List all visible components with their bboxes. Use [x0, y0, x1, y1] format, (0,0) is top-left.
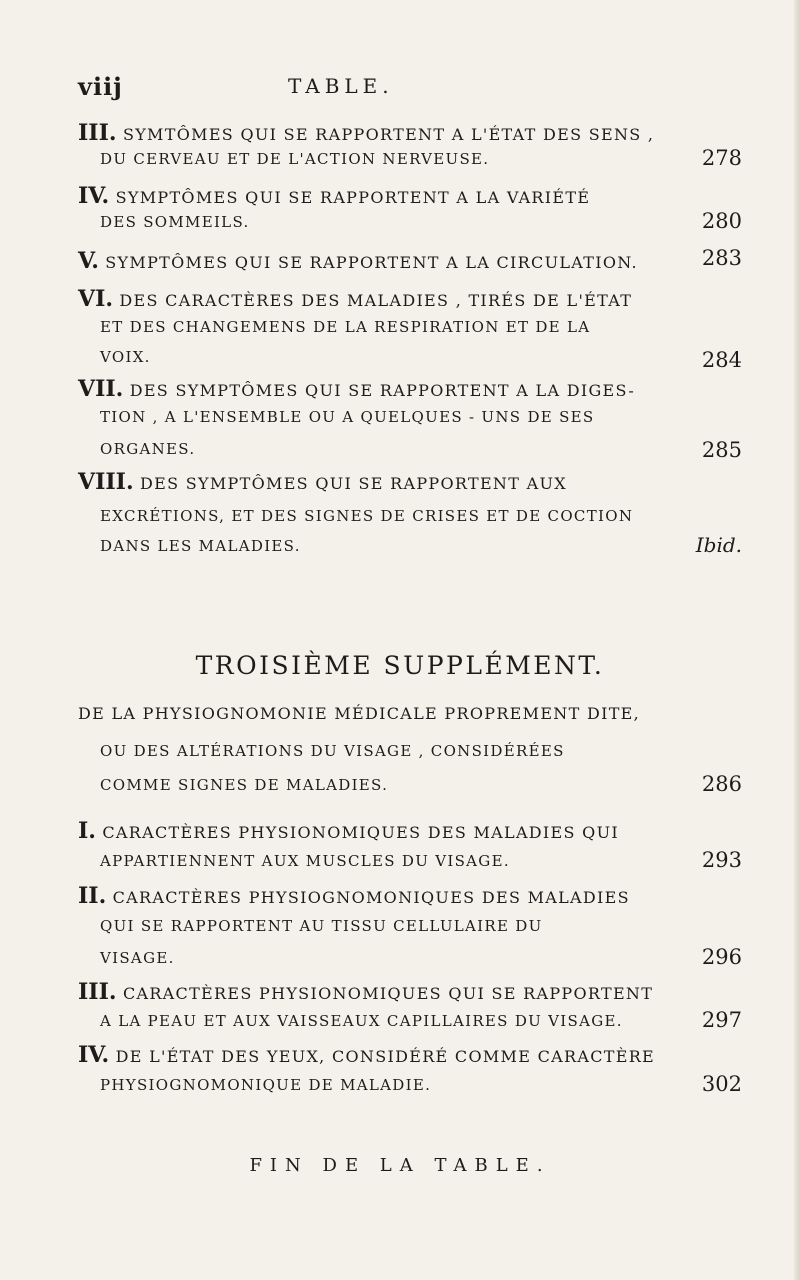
entry-continuation: DANS LES MALADIES. [100, 537, 301, 555]
page-number: 286 [701, 772, 742, 796]
end-of-table: FIN DE LA TABLE. [249, 1155, 551, 1176]
entry-continuation: QUI SE RAPPORTENT AU TISSU CELLULAIRE DU [100, 917, 543, 935]
entry-continuation: VOIX. [100, 348, 151, 366]
page-number: 293 [701, 848, 742, 872]
entry-title-line: CARACTÈRES PHYSIONOMIQUES DES MALADIES QUI [102, 823, 620, 842]
entry-continuation: APPARTIENNENT AUX MUSCLES DU VISAGE. [100, 852, 510, 870]
toc-entry-supplement-ii [78, 883, 742, 979]
page-number: Ibid. [695, 533, 742, 557]
entry-number: VI. [78, 286, 114, 312]
entry-continuation: TION , A L'ENSEMBLE OU A QUELQUES - UNS DE SES [100, 408, 595, 426]
entry-title-line: DES SYMPTÔMES QUI SE RAPPORTENT AUX [140, 474, 567, 493]
entry-title-line: DES CARACTÈRES DES MALADIES , TIRÉS DE L'ÉTAT [119, 291, 633, 310]
folio: viij [78, 72, 123, 101]
entry-title-line: DE LA PHYSIOGNOMONIE MÉDICALE PROPREMENT DITE, [78, 704, 641, 723]
toc-entry-supplement-i [78, 818, 742, 878]
entry-number: V. [78, 248, 99, 274]
toc-entry-vii [78, 376, 742, 466]
page-number: 280 [701, 209, 742, 233]
entry-continuation: PHYSIOGNOMONIQUE DE MALADIE. [100, 1076, 432, 1094]
toc-entry-iii [78, 120, 742, 176]
entry-continuation: DES SOMMEILS. [100, 213, 250, 231]
page-header [78, 72, 738, 112]
page-number: 285 [701, 438, 742, 462]
page-number: 302 [701, 1072, 742, 1096]
running-title: TABLE. [288, 74, 394, 98]
toc-entry-supplement-intro [78, 704, 742, 804]
toc-entry-supplement-iii [78, 979, 742, 1039]
page-number: 296 [701, 945, 742, 969]
entry-number: VII. [78, 376, 124, 402]
entry-title-line: DE L'ÉTAT DES YEUX, CONSIDÉRÉ COMME CARACTÈRE [115, 1047, 656, 1066]
entry-title-line: CARACTÈRES PHYSIOGNOMONIQUES DES MALADIES [112, 888, 630, 907]
entry-number: I. [78, 818, 96, 844]
entry-continuation: DU CERVEAU ET DE L'ACTION NERVEUSE. [100, 150, 490, 168]
toc-entry-supplement-iv [78, 1042, 742, 1102]
entry-continuation: ORGANES. [100, 440, 196, 458]
entry-continuation: A LA PEAU ET AUX VAISSEAUX CAPILLAIRES DU VISAGE. [100, 1012, 623, 1030]
entry-continuation: VISAGE. [100, 949, 175, 967]
entry-number: III. [78, 979, 117, 1005]
section-title: TROISIÈME SUPPLÉMENT. [195, 651, 605, 680]
page-number: 297 [701, 1008, 742, 1032]
entry-number: II. [78, 883, 107, 909]
entry-title-line: DES SYMPTÔMES QUI SE RAPPORTENT A LA DIGES- [129, 381, 636, 400]
page-number: 284 [701, 348, 742, 372]
page-number: 283 [701, 246, 742, 270]
entry-continuation: OU DES ALTÉRATIONS DU VISAGE , CONSIDÉRÉES [100, 742, 565, 760]
toc-entry-iv [78, 183, 742, 239]
entry-title-line: SYMPTÔMES QUI SE RAPPORTENT A LA CIRCULATION. [105, 253, 638, 272]
entry-continuation: COMME SIGNES DE MALADIES. [100, 776, 389, 794]
page-number: 278 [701, 146, 742, 170]
toc-entry-v [78, 248, 742, 278]
entry-title-line: SYMPTÔMES QUI SE RAPPORTENT A LA VARIÉTÉ [115, 188, 591, 207]
entry-continuation: ET DES CHANGEMENS DE LA RESPIRATION ET DE LA [100, 318, 591, 336]
page-edge [794, 0, 800, 1280]
entry-continuation: EXCRÉTIONS, ET DES SIGNES DE CRISES ET DE COCTION [100, 507, 634, 525]
toc-entry-viii [78, 469, 742, 559]
entry-number: IV. [78, 183, 110, 209]
entry-number: IV. [78, 1042, 110, 1068]
entry-number: VIII. [78, 469, 134, 495]
entry-title-line: SYMTÔMES QUI SE RAPPORTENT A L'ÉTAT DES SENS , [122, 125, 655, 144]
entry-title-line: CARACTÈRES PHYSIONOMIQUES QUI SE RAPPORTENT [122, 984, 654, 1003]
entry-number: III. [78, 120, 117, 146]
toc-entry-vi [78, 286, 742, 376]
